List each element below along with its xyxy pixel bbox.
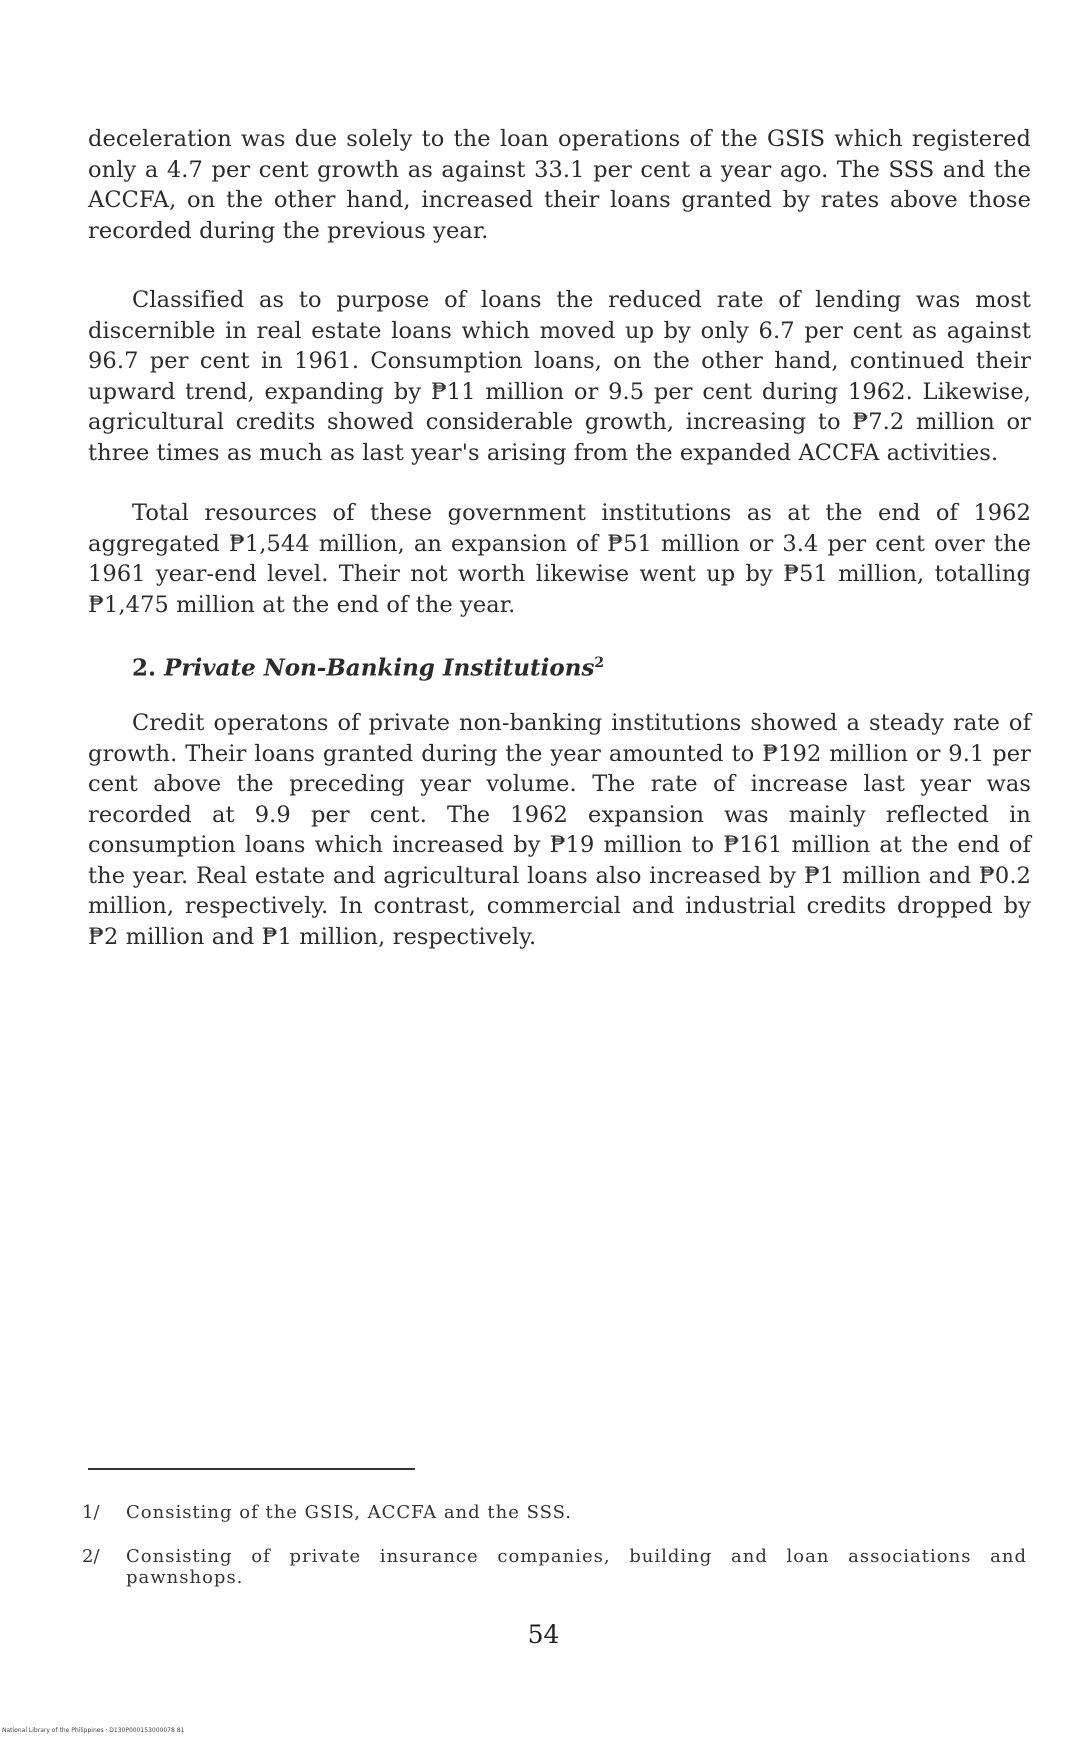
footnote-1 bbox=[82, 1502, 1027, 1523]
footnote-2-text: Consisting of private insurance companies, building and loan associations and pawnshops. bbox=[126, 1546, 1027, 1588]
section-footnote-ref: 2 bbox=[594, 655, 605, 671]
footnote-2 bbox=[82, 1546, 1027, 1588]
footnote-1-mark: 1/ bbox=[82, 1502, 100, 1523]
section-number: 2. bbox=[132, 654, 157, 682]
paragraph-total-resources: Total resources of these government institutions as at the end of 1962 aggregated ₱1,544 million, an expansion of ₱51 million or 3.4 per cent over the 1961 year-end level. Their not worth likewise went up by ₱51 million, totalling ₱1,475 million at the end of the year. bbox=[88, 500, 1031, 618]
paragraph-deceleration: deceleration was due solely to the loan operations of the GSIS which registered only a 4.7 per cent growth as against 33.1 per cent a year ago. The SSS and the ACCFA, on the other hand, increased their loans granted by rates above those recorded during the previous year. bbox=[88, 126, 1031, 244]
section-heading bbox=[132, 648, 604, 684]
page-number: 54 bbox=[527, 1620, 560, 1649]
library-watermark: National Library of the Philippines · D130P000153000078 81 bbox=[2, 1727, 185, 1734]
footnote-1-text: Consisting of the GSIS, ACCFA and the SSS. bbox=[126, 1502, 573, 1523]
footnote-divider bbox=[88, 1468, 415, 1470]
footnote-2-mark: 2/ bbox=[82, 1546, 100, 1567]
section-title: Private Non-Banking Institutions bbox=[164, 654, 595, 682]
paragraph-private-credit: Credit operatons of private non-banking institutions showed a steady rate of growth. Their loans granted during the year amounted to ₱192 million or 9.1 per cent above the preceding year volume. The rate of increase last year was recorded at 9.9 per cent. The 1962 expansion was mainly reflected in consumption loans which increased by ₱19 million to ₱161 million at the end of the year. Real estate and agricultural loans also increased by ₱1 million and ₱0.2 million, respectively. In contrast, commercial and industrial credits dropped by ₱2 million and ₱1 million, respectively. bbox=[88, 710, 1031, 950]
paragraph-loan-purpose: Classified as to purpose of loans the reduced rate of lending was most discernible in real estate loans which moved up by only 6.7 per cent as against 96.7 per cent in 1961. Consumption loans, on the other hand, continued their upward trend, expanding by ₱11 million or 9.5 per cent during 1962. Likewise, agricultural credits showed considerable growth, increasing to ₱7.2 million or three times as much as last year's arising from the expanded ACCFA activities. bbox=[88, 287, 1031, 466]
